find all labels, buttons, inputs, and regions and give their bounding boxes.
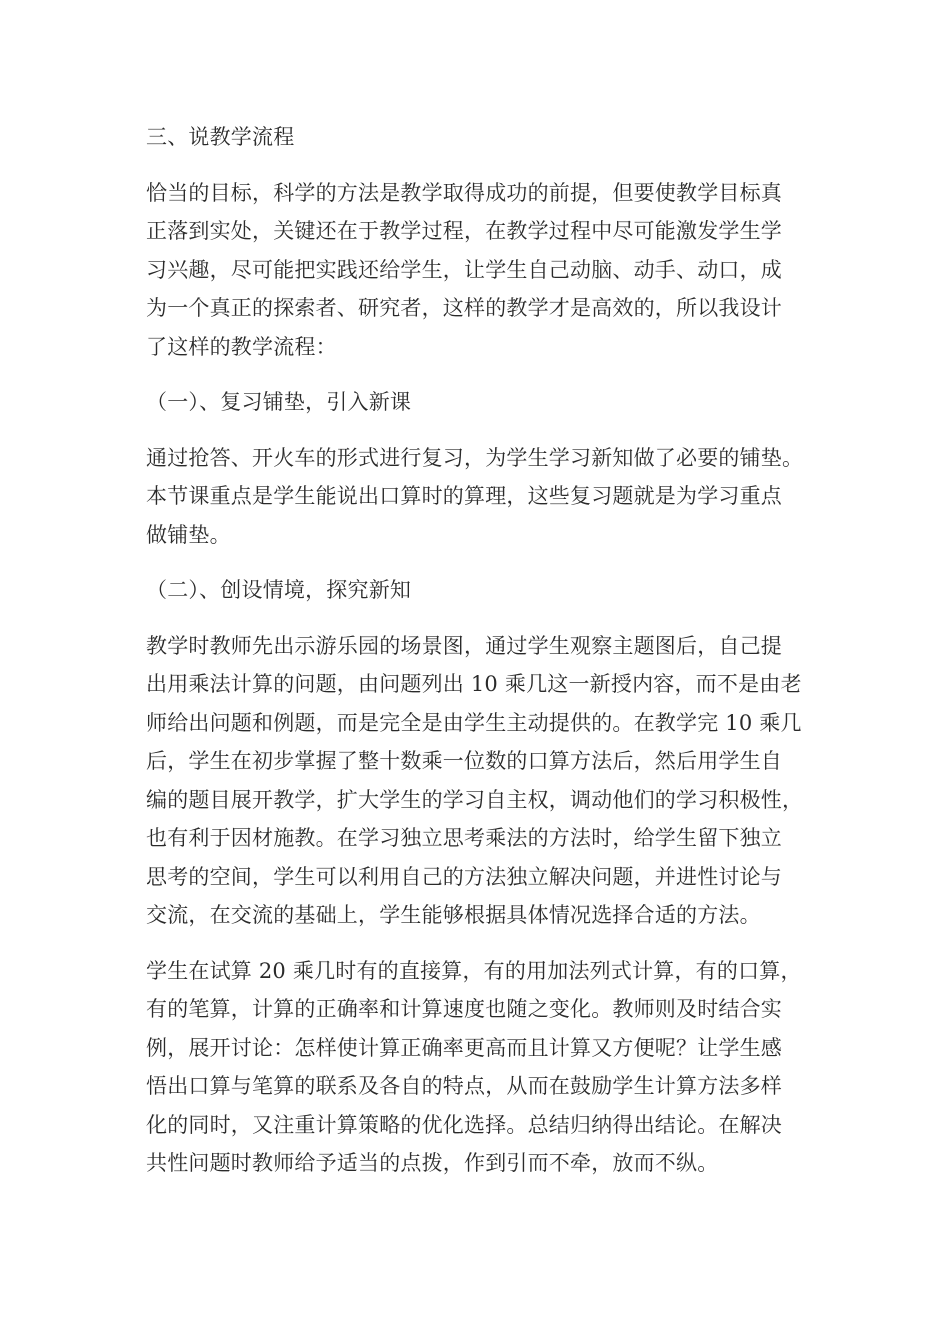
paragraph-line: 正落到实处，关键还在于教学过程，在教学过程中尽可能激发学生学 xyxy=(146,219,782,243)
paragraph-line: 也有利于因材施教。在学习独立思考乘法的方法时，给学生留下独立 xyxy=(146,826,782,850)
paragraph-line: 师给出问题和例题，而是完全是由学生主动提供的。在教学完 10 乘几 xyxy=(146,710,802,735)
paragraph-line: 通过抢答、开火车的形式进行复习，为学生学习新知做了必要的铺垫。 xyxy=(146,445,804,470)
section1-paragraph xyxy=(146,439,811,555)
paragraph-line: 化的同时，又注重计算策略的优化选择。总结归纳得出结论。在解决 xyxy=(146,1112,782,1137)
paragraph-line: 本节课重点是学生能说出口算时的算理，这些复习题就是为学习重点 xyxy=(146,484,782,508)
subsection-title-1 xyxy=(146,383,811,422)
subsection-title-text: （一）、复习铺垫，引入新课 xyxy=(146,390,412,414)
paragraph-line: 恰当的目标，科学的方法是教学取得成功的前提，但要使教学目标真 xyxy=(146,180,782,205)
paragraph-line: 习兴趣，尽可能把实践还给学生，让学生自己动脑、动手、动口，成 xyxy=(146,257,782,282)
intro-paragraph xyxy=(146,174,811,367)
paragraph-line: 为一个真正的探索者、研究者，这样的教学才是高效的，所以我设计 xyxy=(146,296,782,320)
heading-text: 三、说教学流程 xyxy=(146,125,295,149)
paragraph-line: 共性问题时教师给予适当的点拨，作到引而不牵，放而不纵。 xyxy=(146,1151,719,1175)
paragraph-line: 思考的空间，学生可以利用自己的方法独立解决问题，并进性讨论与 xyxy=(146,864,782,889)
paragraph-line: 例，展开讨论：怎样使计算正确率更高而且计算又方便呢？让学生感 xyxy=(146,1035,782,1060)
paragraph-line: 了这样的教学流程： xyxy=(146,334,337,359)
subsection-title-text: （二）、创设情境，探究新知 xyxy=(146,578,412,602)
paragraph-line: 后，学生在初步掌握了整十数乘一位数的口算方法后，然后用学生自 xyxy=(146,749,782,773)
section2-paragraph-1 xyxy=(146,627,811,935)
paragraph-line: 出用乘法计算的问题，由问题列出 10 乘几这一新授内容，而不是由老 xyxy=(146,672,802,696)
document-page xyxy=(146,118,811,1183)
paragraph-line: 悟出口算与笔算的联系及各自的特点，从而在鼓励学生计算方法多样 xyxy=(146,1074,782,1098)
paragraph-line: 学生在试算 20 乘几时有的直接算，有的用加法列式计算，有的口算， xyxy=(146,958,802,983)
paragraph-line: 编的题目展开教学，扩大学生的学习自主权，调动他们的学习积极性， xyxy=(146,787,804,812)
paragraph-line: 有的笔算，计算的正确率和计算速度也随之变化。教师则及时结合实 xyxy=(146,997,782,1021)
paragraph-line: 做铺垫。 xyxy=(146,522,231,547)
section-heading xyxy=(146,118,811,157)
paragraph-line: 交流，在交流的基础上，学生能够根据具体情况选择合适的方法。 xyxy=(146,903,761,927)
subsection-title-2 xyxy=(146,571,811,610)
paragraph-line: 教学时教师先出示游乐园的场景图，通过学生观察主题图后，自己提 xyxy=(146,633,782,658)
section2-paragraph-2 xyxy=(146,952,811,1183)
